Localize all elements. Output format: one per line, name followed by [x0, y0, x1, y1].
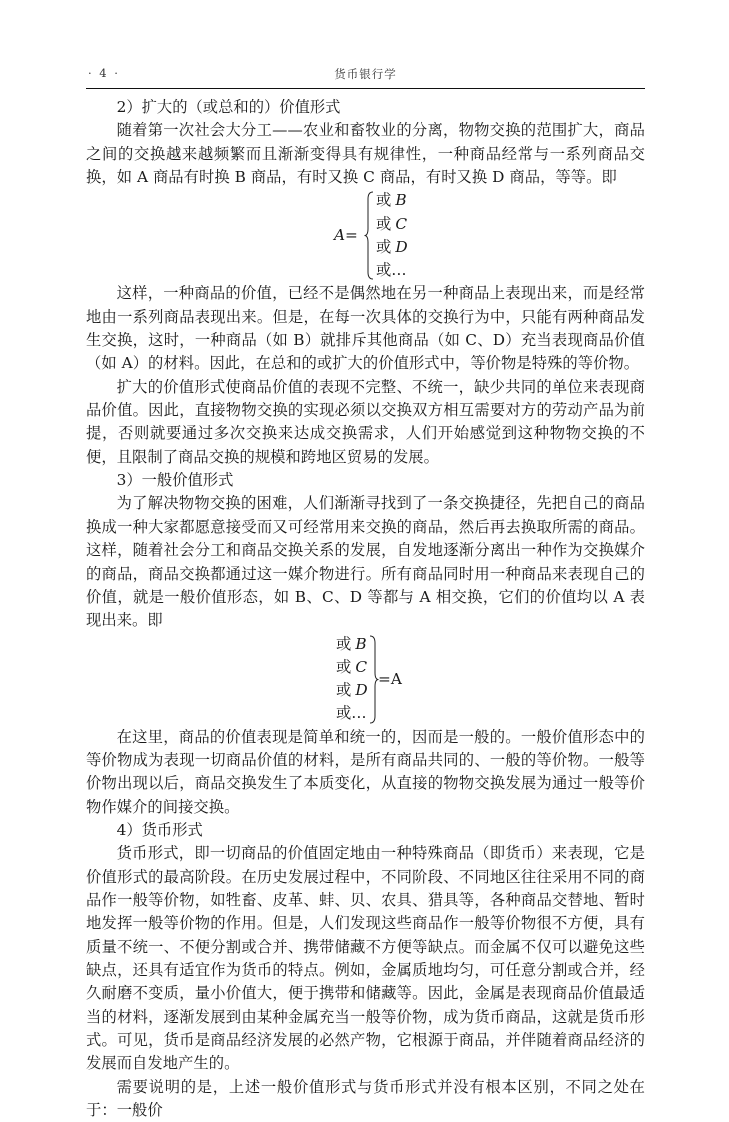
formula-item: 或 B: [336, 634, 367, 653]
formula-item: 或 C: [376, 214, 408, 233]
formula-item: 或…: [376, 261, 407, 280]
formula-item-list: [336, 633, 371, 726]
formula-rhs: =A: [378, 669, 402, 688]
formula-item: 或 B: [376, 191, 407, 210]
running-title: 货币银行学: [334, 67, 397, 81]
paragraph: 随着第一次社会大分工——农业和畜牧业的分离，物物交换的范围扩大，商品之间的交换越来越频繁而且渐渐变得具有规律性，一种商品经常与一系列商品交换，如 A 商品有时换 B 商品，有时又换 C 商品，有时又换 D 商品，等等。即: [86, 121, 645, 187]
formula-expanded-value-form: [86, 189, 645, 282]
section-heading-general-value-form: 3）一般价值形式: [116, 471, 234, 490]
paragraph: 为了解决物物交换的困难，人们渐渐寻找到了一条交换捷径，先把自己的商品换成一种大家都愿意接受而又可经常用来交换的商品，然后再去换取所需的商品。这样，随着社会分工和商品交换关系的发展，自发地逐渐分离出一种作为交换媒介的商品，商品交换都通过这一媒介物进行。所有商品同时用一种商品来表现自己的价值，就是一般价值形态，如 B、C、D 等都与 A 相交换，它们的价值均以 A 表现出来。即: [86, 494, 645, 630]
formula-item: 或 D: [336, 681, 368, 700]
formula-general-value-form: [86, 633, 645, 726]
paragraph: 在这里，商品的价值表现是简单和统一的，因而是一般的。一般价值形态中的等价物成为表现一切商品价值的材料，是所有商品共同的、一般的等价物。一般等价物出现以后，商品交换发生了本质变化，从直接的物物交换发展为通过一般等价物作媒介的间接交换。: [86, 727, 645, 816]
formula-item: 或 D: [376, 237, 408, 256]
formula-lhs: A=: [334, 226, 358, 245]
paragraph: 需要说明的是，上述一般价值形式与货币形式并没有根本区别，不同之处在于：一般价: [86, 1077, 645, 1120]
page-header: [86, 66, 645, 84]
section-heading-expanded-value-form: 2）扩大的（或总和的）价值形式: [116, 98, 341, 116]
header-rule: [86, 88, 645, 89]
paragraph: 货币形式，即一切商品的价值固定地由一种特殊商品（即货币）来表现，它是价值形式的最高阶段。在历史发展过程中，不同阶段、不同地区往往采用不同的商品作一般等价物，如牲畜、皮革、蚌、贝、农具、猎具等，各种商品交替地、暂时地发挥一般等价物的作用。但是，人们发现这些商品作一般等价物很不方便，具有质量不统一、不便分割或合并、携带储藏不方便等缺点。而金属不仅可以避免这些缺点，还具有适宜作为货币的特点。例如，金属质地均匀，可任意分割或合并，经久耐磨不变质，量小价值大，便于携带和储藏等。因此，金属是表现商品价值最适当的材料，逐渐发展到由某种金属充当一般等价物，成为货币商品，这就是货币形式。可见，货币是商品经济发展的必然产物，它根源于商品，并伴随着商品经济的发展而自发地产生的。: [86, 844, 645, 1073]
formula-item: 或…: [336, 704, 367, 723]
paragraph: 扩大的价值形式使商品价值的表现不完整、不统一，缺少共同的单位来表现商品价值。因此，直接物物交换的实现必须以交换双方相互需要对方的劳动产品为前提，否则就要通过多次交换来达成交换需求，人们开始感觉到这种物物交换的不便，且限制了商品交换的规模和跨地区贸易的发展。: [86, 377, 645, 466]
paragraph: 这样，一种商品的价值，已经不是偶然地在另一种商品上表现出来，而是经常地由一系列商品表现出来。但是，在每一次具体的交换行为中，只能有两种商品发生交换，这时，一种商品（如 B）就排斥其他商品（如 C、D）充当表现商品价值（如 A）的材料。因此，在总和的或扩大的价值形式中，等价物是特殊的等价物。: [86, 284, 645, 373]
formula-item: 或 C: [336, 657, 368, 676]
section-heading-money-form: 4）货币形式: [116, 820, 203, 839]
formula-item-list: [376, 189, 411, 282]
page-body: [86, 96, 645, 1122]
page-number: · 4 ·: [88, 66, 120, 80]
left-brace-icon: [364, 191, 374, 280]
